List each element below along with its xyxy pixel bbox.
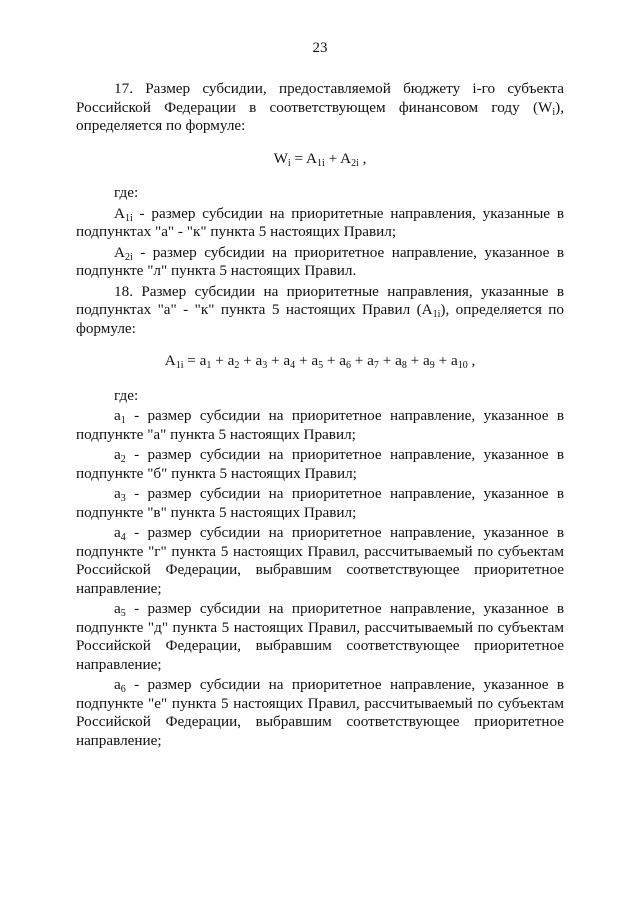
definition-symbol: A	[114, 204, 125, 222]
formula-plus: +	[434, 352, 451, 369]
formula-term-3: a	[255, 352, 263, 369]
definition-text: - размер субсидии на приоритетное направление, указанное в подпункте "г" пункта 5 настоящих Правил, рассчитываемый по субъектам Российской Федерации, выбравшим соответствующее приоритетное направление;	[76, 524, 564, 597]
definition-text: - размер субсидии на приоритетное направление, указанное в подпункте "в" пункта 5 настоящих Правил;	[76, 485, 564, 521]
sec17-definition-2	[76, 244, 564, 281]
page-number: 23	[312, 40, 328, 56]
formula-term-2: A	[340, 149, 352, 167]
formula-term-2-sub: 2i	[351, 157, 359, 169]
formula-plus: +	[211, 352, 228, 369]
section-17-after: ), определяется по формуле:	[76, 98, 564, 134]
definition-text: - размер субсидии на приоритетное направление, указанное в подпункте "а" пункта 5 настоящих Правил;	[76, 407, 564, 443]
section-18-subscript: 1i	[432, 309, 441, 320]
formula-eq: =	[290, 149, 307, 167]
definition-text: - размер субсидии на приоритетное направление, указанное в подпункте "б" пункта 5 настоящих Правил;	[76, 446, 564, 482]
sec18-definition-5	[76, 600, 564, 674]
definition-text: - размер субсидии на приоритетное направление, указанное в подпункте "л" пункта 5 настоящих Правил.	[76, 243, 564, 279]
sec18-definition-2	[76, 446, 564, 483]
sec17-definition-1	[76, 205, 564, 242]
formula-plus: +	[267, 352, 284, 369]
formula-end: ,	[467, 352, 476, 369]
where-label-17: где:	[114, 184, 139, 201]
formula-lhs-sub: i	[287, 157, 291, 169]
definition-symbol: a	[114, 524, 121, 541]
formula-term-6: a	[339, 352, 346, 369]
formula-eq: =	[183, 352, 200, 369]
formula-lhs: A	[164, 352, 176, 369]
formula-term-9: a	[423, 352, 430, 369]
formula-term-2-sub: 2	[234, 360, 240, 371]
formula-plus: +	[323, 352, 340, 369]
formula-term-3-sub: 3	[262, 360, 268, 371]
formula-lhs-sub: 1i	[175, 360, 184, 371]
where-label-18: где:	[114, 386, 139, 404]
sec18-definition-4	[76, 524, 564, 598]
definition-symbol-sub: 3	[120, 493, 126, 504]
definitions-17	[76, 205, 564, 281]
section-18-intro	[76, 283, 564, 339]
formula-term-4-sub: 4	[290, 360, 296, 371]
definition-symbol-sub: 5	[120, 608, 126, 619]
formula-w	[76, 150, 564, 169]
formula-term-8: a	[395, 352, 402, 369]
definition-symbol-sub: 2i	[124, 251, 133, 263]
formula-term-2: a	[227, 352, 235, 369]
definition-symbol-sub: 1	[120, 415, 126, 426]
formula-term-1: A	[306, 149, 317, 167]
definitions-18	[76, 407, 564, 750]
formula-term-8-sub: 8	[401, 360, 407, 371]
formula-plus: +	[406, 352, 424, 369]
formula-term-7: a	[367, 352, 374, 369]
definition-symbol-sub: 2	[120, 454, 126, 465]
formula-end: ,	[358, 149, 367, 167]
section-18-text: 18. Размер субсидии на приоритетные направления, указанные в подпунктах "а" - "к" пункта 5 настоящих Правил (A	[76, 282, 564, 318]
formula-plus: +	[295, 352, 312, 369]
definition-symbol: A	[114, 243, 125, 261]
formula-plus: +	[378, 352, 396, 369]
formula-term-7-sub: 7	[373, 360, 379, 371]
sec18-definition-3	[76, 485, 564, 522]
formula-plus: +	[239, 352, 256, 369]
sec18-definition-1	[76, 407, 564, 444]
definition-text: - размер субсидии на приоритетные направления, указанные в подпунктах "а" - "к" пункта 5 настоящих Правил;	[76, 204, 564, 240]
formula-term-4: a	[283, 352, 291, 369]
formula-term-6-sub: 6	[346, 360, 351, 371]
formula-term-1: a	[199, 352, 207, 369]
definition-symbol-sub: 1i	[124, 212, 133, 224]
formula-plus: +	[351, 352, 368, 369]
definition-symbol-sub: 4	[120, 532, 126, 543]
document-body	[76, 80, 564, 752]
formula-term-10-sub: 10	[457, 360, 468, 371]
definition-symbol: a	[114, 676, 121, 693]
formula-term-10: a	[450, 352, 458, 369]
definition-text: - размер субсидии на приоритетное направление, указанное в подпункте "д" пункта 5 настоящих Правил, рассчитываемый по субъектам Российской Федерации, выбравшим соответствующее приоритетное направление;	[76, 600, 564, 673]
formula-plus: +	[324, 149, 341, 167]
formula-term-1-sub: 1i	[316, 157, 325, 169]
formula-lhs: W	[273, 149, 288, 167]
section-17-text: 17. Размер субсидии, предоставляемой бюджету i-го субъекта Российской Федерации в соответствующем финансовом году (W	[76, 80, 564, 116]
section-17-intro	[76, 80, 564, 136]
section-18-after: ), определяется по формуле:	[76, 301, 564, 337]
formula-term-1-sub: 1	[206, 360, 212, 371]
definition-symbol: a	[114, 446, 121, 463]
section-17-subscript: i	[552, 106, 556, 118]
formula-term-5-sub: 5	[318, 360, 324, 371]
definition-text: - размер субсидии на приоритетное направление, указанное в подпункте "е" пункта 5 настоящих Правил, рассчитываемый по субъектам Российской Федерации, выбравшим соответствующее приоритетное направление;	[76, 676, 564, 749]
definition-symbol: a	[114, 600, 121, 617]
definition-symbol: a	[114, 407, 121, 424]
definition-symbol: a	[114, 485, 121, 502]
formula-term-9-sub: 9	[429, 360, 435, 371]
formula-a1	[76, 352, 564, 371]
formula-term-5: a	[311, 352, 319, 369]
definition-symbol-sub: 6	[120, 684, 126, 695]
sec18-definition-6	[76, 676, 564, 750]
